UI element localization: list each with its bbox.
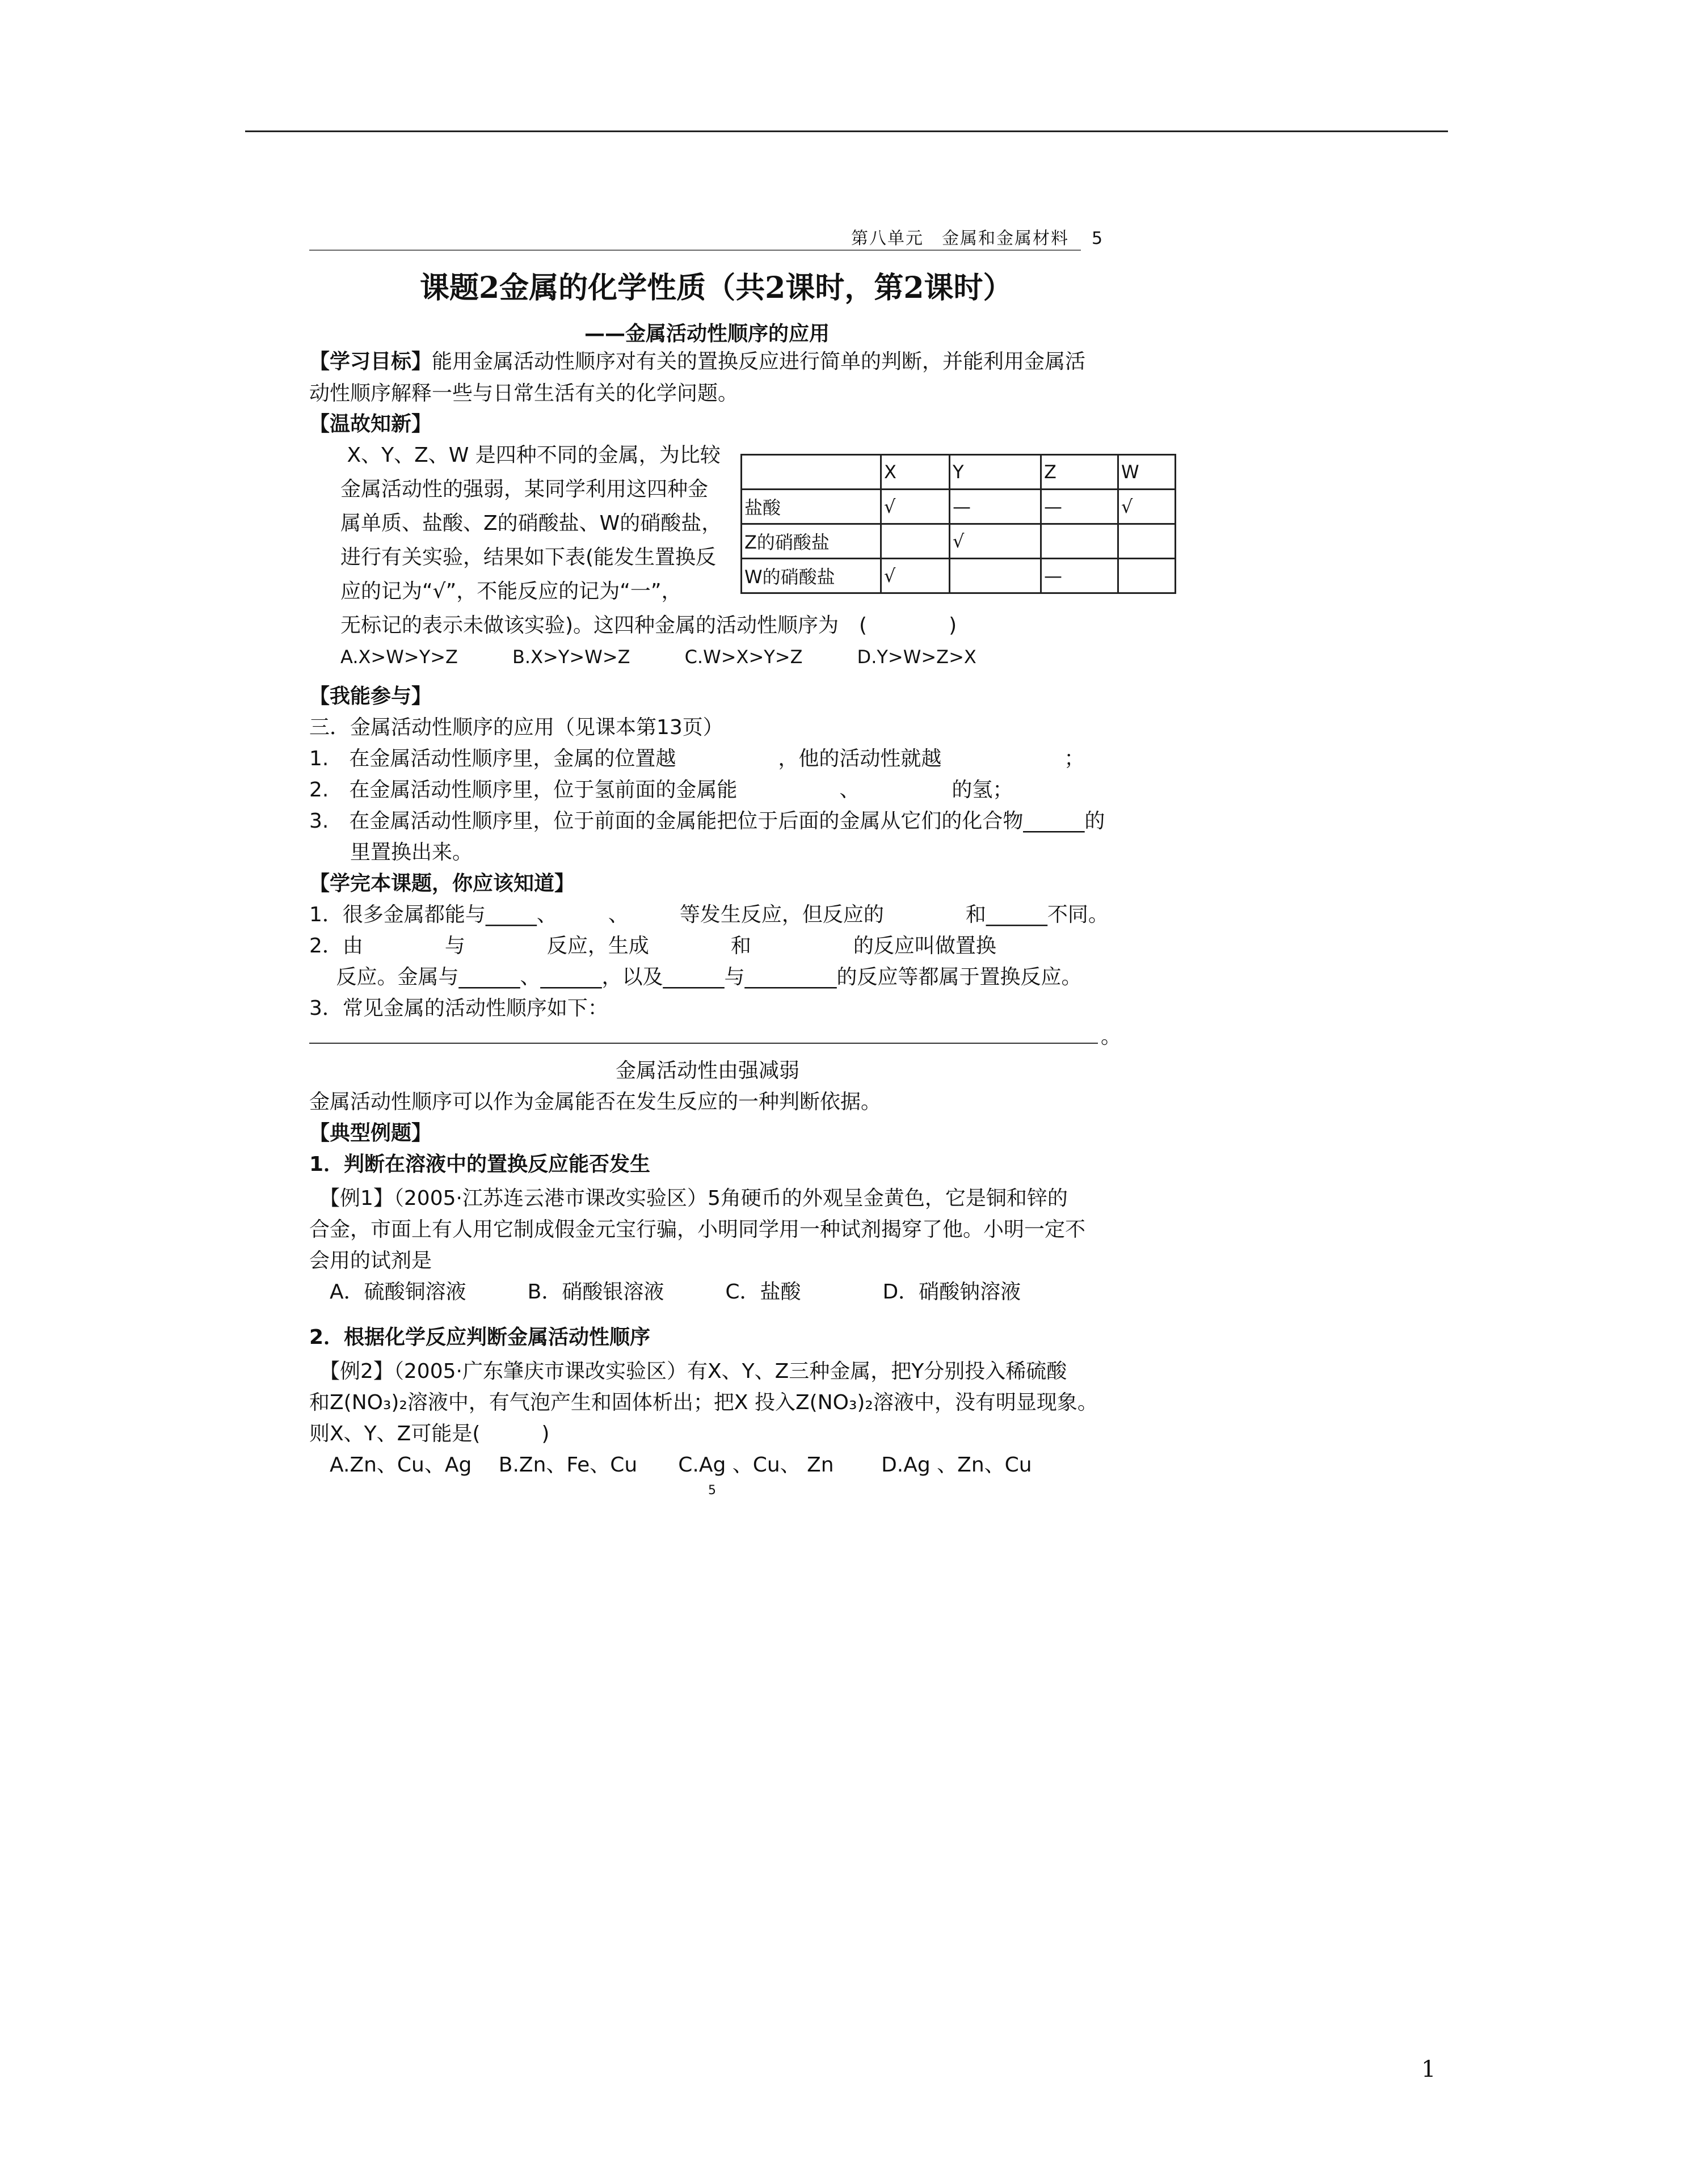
know-line: 反应。金属与______、______，以及______与_________的反应等都属于置换反应。 (309, 965, 1082, 989)
answer-blank-line (309, 1043, 1098, 1044)
participate-line: 里置换出来。 (309, 841, 473, 864)
example-2-line: 【例2】（2005·广东肇庆市课改实验区）有X、Y、Z三种金属，把Y分别投入稀硫酸 (309, 1360, 1067, 1383)
example-2-line: 则X、Y、Z可能是( ) (309, 1422, 550, 1445)
review-line: 属单质、盐酸、Z的硝酸盐、W的硝酸盐， (340, 512, 722, 535)
know-line: 1．很多金属都能与_____、 、 等发生反应，但反应的 和______不同。 (309, 903, 1109, 926)
example-1-line: 【例1】（2005·江苏连云港市课改实验区）5角硬币的外观呈金黄色，它是铜和锌的 (309, 1187, 1068, 1210)
table-row (742, 490, 1176, 524)
goal-line-2: 动性顺序解释一些与日常生活有关的化学问题。 (309, 382, 739, 405)
table-cell (1118, 524, 1176, 559)
example-1-line: 会用的试剂是 (309, 1249, 432, 1272)
table-cell (1041, 524, 1118, 559)
participate-line: 2. 在金属活动性顺序里，位于氢前面的金属能 、 的氢； (309, 778, 1013, 802)
review-line: 金属活动性的强弱，某同学利用这四种金 (340, 478, 709, 501)
example-2-heading: 2．根据化学反应判断金属活动性顺序 (309, 1326, 651, 1349)
top-rule (245, 130, 1448, 132)
running-header-unit: 第八单元 金属和金属材料 (851, 229, 1069, 248)
table-cell: √ (950, 524, 1041, 559)
review-line: 无标记的表示未做该实验)。这四种金属的活动性顺序为 ( ) (340, 614, 957, 637)
participate-line: 3. 在金属活动性顺序里，位于前面的金属能把位于后面的金属从它们的化合物______的 (309, 809, 1105, 833)
table-cell: W的硝酸盐 (742, 559, 881, 593)
activity-caption: 金属活动性由强减弱 (616, 1059, 800, 1082)
footer-mark: 5 (708, 1483, 716, 1498)
table-row (742, 524, 1176, 559)
lesson-title: 课题2金属的化学性质（共2课时，第2课时） (420, 271, 1013, 305)
table-cell: — (1041, 490, 1118, 524)
example-1-heading: 1．判断在溶液中的置换反应能否发生 (309, 1153, 651, 1176)
review-line: 应的记为“√”，不能反应的记为“一”， (340, 580, 682, 603)
know-line: 2．由 与 反应，生成 和 的反应叫做置换 (309, 934, 996, 958)
know-line: 3．常见金属的活动性顺序如下： (309, 997, 608, 1020)
table-cell: 盐酸 (742, 490, 881, 524)
table-cell (742, 455, 881, 490)
table-row (742, 559, 1176, 593)
example-2-line: 和Z(NO₃)₂溶液中，有气泡产生和固体析出；把X 投入Z(NO₃)₂溶液中，没有明显现象。 (309, 1391, 1098, 1414)
table-cell: Z (1041, 455, 1118, 490)
table-cell (950, 559, 1041, 593)
running-header (851, 224, 1104, 249)
running-header-rule (309, 250, 1081, 251)
participate-label: 【我能参与】 (309, 685, 432, 708)
know-label: 【学完本课题，你应该知道】 (309, 872, 575, 895)
table-cell: √ (881, 559, 950, 593)
examples-label: 【典型例题】 (309, 1121, 432, 1145)
table-cell: Z的硝酸盐 (742, 524, 881, 559)
running-header-page: 5 (1092, 229, 1104, 248)
participate-line: 三．金属活动性顺序的应用（见课本第13页） (309, 716, 723, 739)
table-cell: √ (1118, 490, 1176, 524)
goal-line-1: 【学习目标】能用金属活动性顺序对有关的置换反应进行简单的判断，并能利用金属活 (309, 350, 1086, 373)
blank-end-mark: 。 (1101, 1025, 1122, 1048)
page-number: 1 (1421, 2056, 1436, 2082)
table-cell: — (1041, 559, 1118, 593)
example-1-line: 合金，市面上有人用它制成假金元宝行骗，小明同学用一种试剂揭穿了他。小明一定不 (309, 1218, 1086, 1241)
example-2-options: A.Zn、Cu、Ag B.Zn、Fe、Cu C.Ag 、Cu、 Zn D.Ag 、Zn、Cu (309, 1453, 1032, 1477)
review-options: A.X>W>Y>Z B.X>Y>W>Z C.W>X>Y>Z D.Y>W>Z>X (340, 646, 976, 668)
table-header-row (742, 455, 1176, 490)
table-cell (881, 524, 950, 559)
table-cell: Y (950, 455, 1041, 490)
table-cell (1118, 559, 1176, 593)
review-line: 进行有关实验，结果如下表(能发生置换反 (340, 546, 717, 569)
example-1-options: A．硫酸铜溶液 B．硝酸银溶液 C．盐酸 D．硝酸钠溶液 (309, 1280, 1021, 1304)
experiment-table (740, 454, 1176, 594)
review-label: 【温故知新】 (309, 412, 432, 436)
table-cell: — (950, 490, 1041, 524)
participate-line: 1. 在金属活动性顺序里，金属的位置越 ，他的活动性就越 ； (309, 747, 1085, 770)
activity-note: 金属活动性顺序可以作为金属能否在发生反应的一种判断依据。 (309, 1090, 882, 1114)
lesson-subtitle: ——金属活动性顺序的应用 (584, 322, 830, 345)
review-line: X、Y、Z、W 是四种不同的金属，为比较 (340, 444, 721, 467)
goal-label: 【学习目标】 (309, 350, 432, 373)
table-cell: W (1118, 455, 1176, 490)
table-cell: X (881, 455, 950, 490)
table-cell: √ (881, 490, 950, 524)
